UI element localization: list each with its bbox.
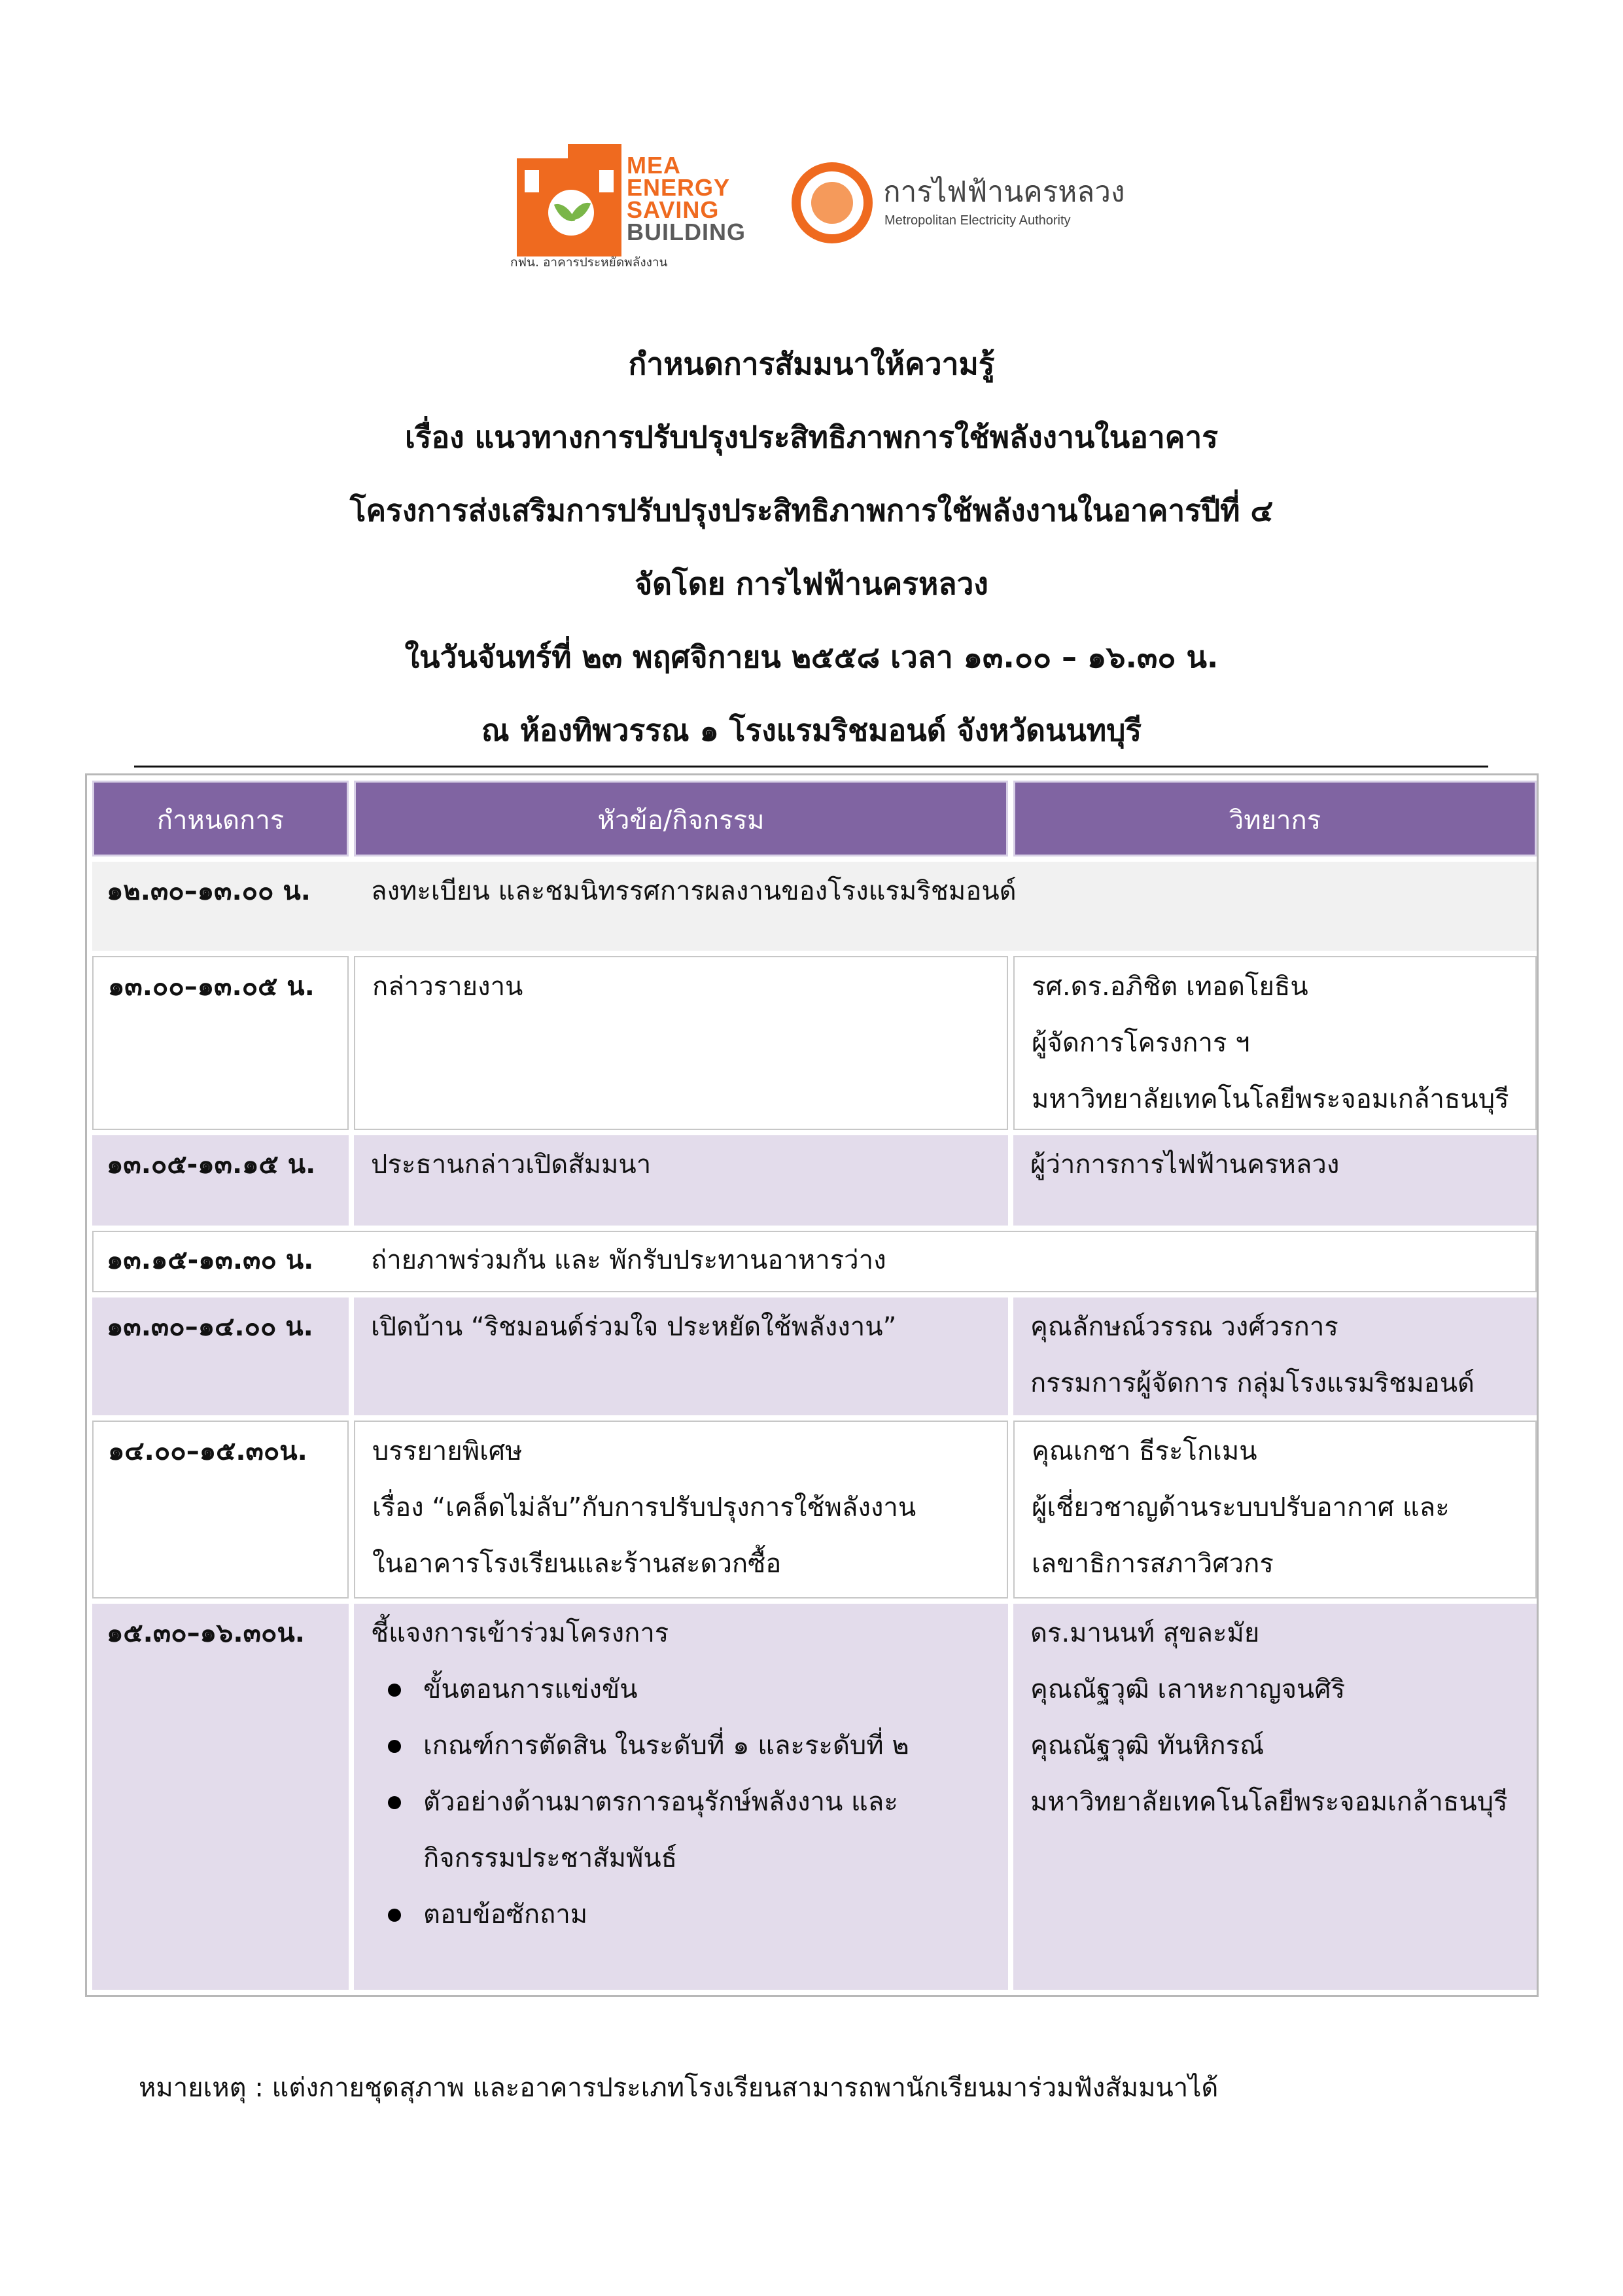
mea-energy-saving-logo	[510, 145, 746, 270]
row-topic: ประธานกล่าวเปิดสัมมนา	[354, 1135, 1008, 1226]
row-speaker: ดร.มานนท์ สุขละมัย คุณณัฐวุฒิ เลาหะกาญจนศิริ คุณณัฐวุฒิ ทันหิกรณ์ มหาวิทยาลัยเทคโนโลยีพระจอมเกล้าธนบุรี	[1013, 1604, 1537, 1990]
mea-wordmark: MEA ENERGY SAVING BUILDING	[627, 152, 746, 245]
authority-name-en: Metropolitan Electricity Authority	[884, 213, 1071, 228]
row-topic: เปิดบ้าน “ริชมอนด์ร่วมใจ ประหยัดใช้พลังงาน”	[354, 1298, 1008, 1415]
document-title	[0, 327, 1623, 767]
header-topic: หัวข้อ/กิจกรรม	[354, 781, 1008, 857]
title-divider	[134, 766, 1488, 768]
bullet-item: ขั้นตอนการแข่งขัน	[371, 1661, 1008, 1718]
bullet-item: เกณฑ์การตัดสิน ในระดับที่ ๑ และระดับที่ ๒	[371, 1718, 1008, 1774]
row-speaker: คุณเกชา ธีระโกเมน ผู้เชี่ยวชาญด้านระบบปรับอากาศ และ เลขาธิการสภาวิศวกร	[1013, 1421, 1537, 1598]
bullet-item: ตัวอย่างด้านมาตรการอนุรักษ์พลังงาน และ	[371, 1774, 1008, 1830]
row-topic: ถ่ายภาพร่วมกัน และ พักรับประทานอาหารว่าง	[371, 1245, 886, 1275]
title-line-2: เรื่อง แนวทางการปรับปรุงประสิทธิภาพการใช้พลังงานในอาคาร	[405, 419, 1218, 455]
row-time: ๑๔.๐๐–๑๕.๓๐น.	[92, 1421, 349, 1598]
schedule-table	[85, 773, 1539, 1997]
title-line-4: จัดโดย การไฟฟ้านครหลวง	[635, 566, 988, 601]
row-topic: ชี้แจงการเข้าร่วมโครงการ ขั้นตอนการแข่งขัน เกณฑ์การตัดสิน ในระดับที่ ๑ และระดับที่ ๒ ตัวอย่างด้านมาตรการอนุรักษ์พลังงาน และ กิจกรรมประชาสัมพันธ์ ตอบข้อซักถาม	[354, 1604, 1008, 1990]
row-topic: ลงทะเบียน และชมนิทรรศการผลงานของโรงแรมริชมอนด์	[371, 876, 1017, 906]
row-time: ๑๓.๐๐–๑๓.๐๕ น.	[92, 956, 349, 1130]
header-time: กำหนดการ	[92, 781, 349, 857]
row-time: ๑๓.๑๕-๑๓.๓๐ น.	[107, 1245, 314, 1275]
footnote: หมายเหตุ : แต่งกายชุดสุภาพ และอาคารประเภทโรงเรียนสามารถพานักเรียนมาร่วมฟังสัมมนาได้	[139, 2073, 1219, 2103]
title-line-6: ณ ห้องทิพวรรณ ๑ โรงแรมริชมอนด์ จังหวัดนนทบุรี	[481, 713, 1142, 748]
row-speaker: รศ.ดร.อภิชิต เทอดโยธิน ผู้จัดการโครงการ ฯ มหาวิทยาลัยเทคโนโลยีพระจอมเกล้าธนบุรี	[1013, 956, 1537, 1130]
row-topic: บรรยายพิเศษ เรื่อง “เคล็ดไม่ลับ”กับการปรับปรุงการใช้พลังงาน ในอาคารโรงเรียนและร้านสะดวกซื้อ	[354, 1421, 1008, 1598]
authority-seal-icon	[792, 162, 873, 243]
header-speaker: วิทยากร	[1013, 781, 1537, 857]
row-time: ๑๓.๓๐–๑๔.๐๐ น.	[92, 1298, 349, 1415]
authority-name-th: การไฟฟ้านครหลวง	[883, 175, 1125, 209]
building-bulb-leaf-icon	[517, 158, 621, 256]
row-time: ๑๒.๓๐–๑๓.๐๐ น.	[107, 876, 311, 906]
row-topic: กล่าวรายงาน	[354, 956, 1008, 1130]
row-time: ๑๓.๐๕-๑๓.๑๕ น.	[92, 1135, 349, 1226]
row-speaker: ผู้ว่าการการไฟฟ้านครหลวง	[1013, 1135, 1537, 1226]
title-line-1: กำหนดการสัมมนาให้ความรู้	[628, 346, 995, 381]
mea-subtitle: กฟน. อาคารประหยัดพลังงาน	[510, 255, 668, 270]
title-line-3: โครงการส่งเสริมการปรับปรุงประสิทธิภาพการใช้พลังงานในอาคารปีที่ ๔	[349, 493, 1274, 528]
row-speaker: คุณลักษณ์วรรณ วงศ์วรการ กรรมการผู้จัดการ กลุ่มโรงแรมริชมอนด์	[1013, 1298, 1537, 1415]
bullet-item: ตอบข้อซักถาม	[371, 1886, 1008, 1943]
header-logos	[510, 145, 1125, 270]
row-time: ๑๕.๓๐–๑๖.๓๐น.	[92, 1604, 349, 1990]
mea-authority-logo	[792, 162, 1132, 254]
bullet-item-continued: กิจกรรมประชาสัมพันธ์	[423, 1843, 678, 1873]
title-line-5: ในวันจันทร์ที่ ๒๓ พฤศจิกายน ๒๕๕๘ เวลา ๑๓.๐๐ – ๑๖.๓๐ น.	[404, 639, 1219, 675]
